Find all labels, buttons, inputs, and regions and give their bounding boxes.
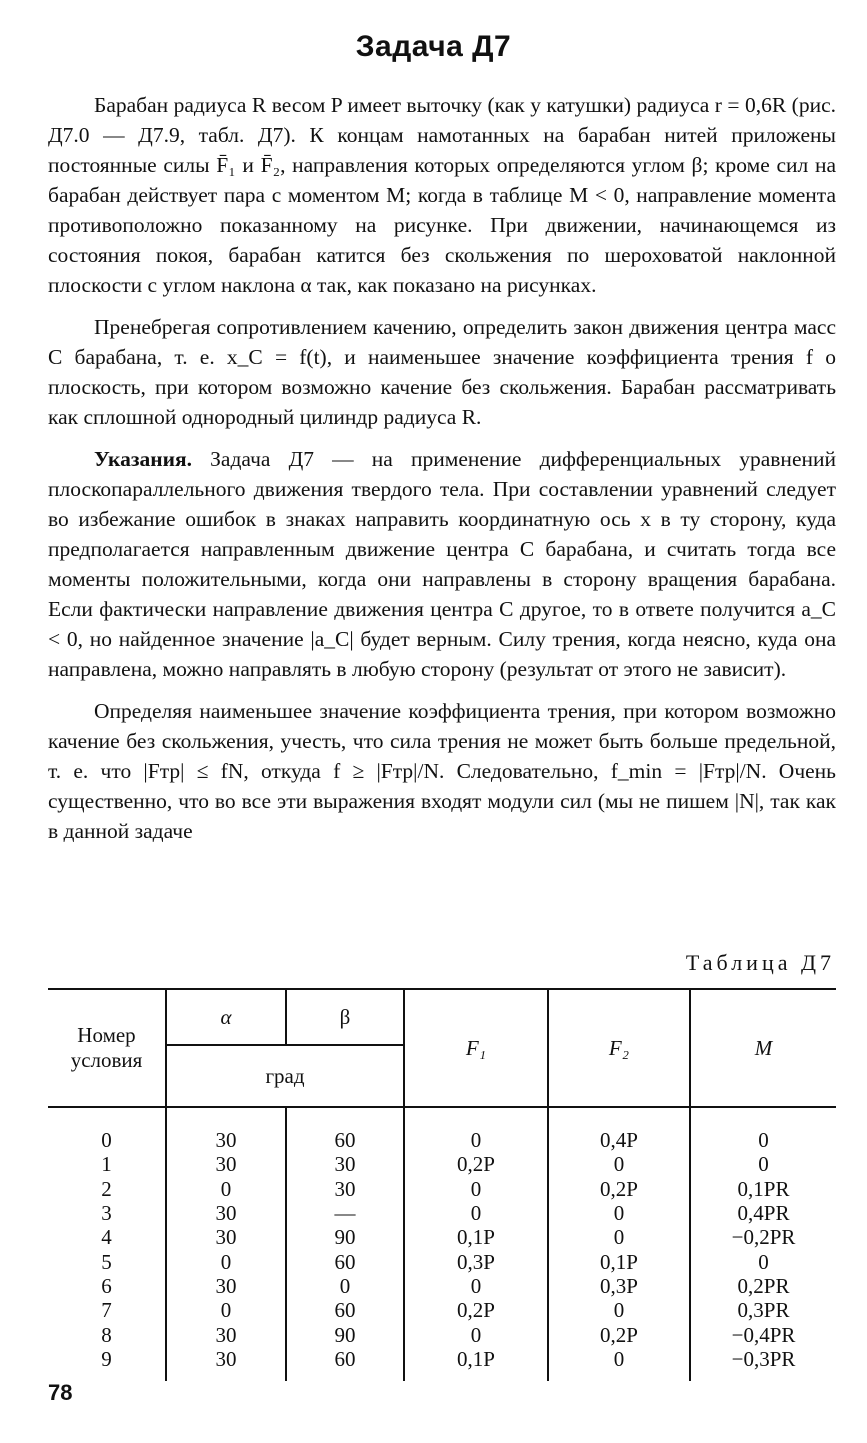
header-beta: β (286, 989, 404, 1045)
cell-f2: 0,2P (548, 1177, 690, 1201)
cell-alpha: 30 (166, 1107, 286, 1152)
cell-f1: 0,2P (404, 1152, 548, 1176)
cell-beta: 0 (286, 1274, 404, 1298)
cell-m: 0,2PR (690, 1274, 836, 1298)
cell-beta: 30 (286, 1152, 404, 1176)
cell-f1: 0,2P (404, 1298, 548, 1322)
cell-condition: 2 (101, 1176, 112, 1201)
cell-alpha: 0 (166, 1249, 286, 1273)
cell-f2: 0,2P (548, 1322, 690, 1346)
table-body (48, 1107, 836, 1381)
cell-condition: 5 (101, 1249, 112, 1274)
cell-f1: 0,1P (404, 1347, 548, 1381)
cell-f2: 0 (548, 1347, 690, 1381)
header-f1: F₁ (404, 989, 548, 1107)
cell-f1: 0 (404, 1322, 548, 1346)
cell-alpha: 30 (166, 1274, 286, 1298)
cell-alpha: 0 (166, 1298, 286, 1322)
cell-f2: 0,4P (548, 1107, 690, 1152)
cell-beta: 90 (286, 1225, 404, 1249)
table-row (48, 1274, 836, 1298)
table-row (48, 1152, 836, 1176)
hint-text: Задача Д7 — на применение дифференциальных уравнений плоскопараллельного движения твердого тела. При составлении уравнений следует во избежание ошибок в знаках направить координатную ось x в ту сторону, куда предполагается направленным движение центра C барабана, и считать тогда все моменты положительными, когда они направлены в сторону вращения барабана. Если фактически направление движения центра C другое, то в ответе получится a_C < 0, но найденное значение |a_C| будет верным. Силу трения, когда неясно, куда она направлена, можно направлять в любую сторону (результат от этого не зависит). (48, 447, 836, 681)
cell-alpha: 30 (166, 1225, 286, 1249)
cell-condition: 1 (101, 1152, 112, 1177)
cell-beta: 30 (286, 1177, 404, 1201)
parameters-table (48, 988, 836, 1381)
table-row (48, 1177, 836, 1201)
cell-m: 0 (690, 1107, 836, 1152)
header-alpha: α (166, 989, 286, 1045)
header-unit: град (166, 1045, 404, 1107)
table-row (48, 1249, 836, 1273)
cell-f2: 0,3P (548, 1274, 690, 1298)
hint-label: Указания. (94, 447, 192, 471)
page-number: 78 (48, 1380, 73, 1405)
table-row (48, 1298, 836, 1322)
cell-condition: 6 (101, 1273, 112, 1298)
header-f2: F₂ (548, 989, 690, 1107)
paragraph-3 (48, 444, 836, 684)
table-row (48, 1322, 836, 1346)
cell-f2: 0 (548, 1225, 690, 1249)
cell-m: 0,3PR (690, 1298, 836, 1322)
page-title: Задача Д7 (355, 30, 512, 63)
cell-m: −0,4PR (690, 1322, 836, 1346)
cell-condition: 3 (101, 1201, 112, 1226)
cell-beta: 60 (286, 1298, 404, 1322)
table-caption: Таблица Д7 (685, 950, 835, 975)
cell-m: 0,1PR (690, 1177, 836, 1201)
paragraph-2: Пренебрегая сопротивлением качению, определить закон движения центра масс C барабана, т. е. x_C = f(t), и наименьшее значение коэффициента трения f о плоскость, при котором возможно качение без скольжения. Барабан рассматривать как сплошной однородный цилиндр радиуса R. (48, 315, 836, 429)
cell-condition: 8 (101, 1322, 112, 1347)
cell-condition: 9 (101, 1346, 112, 1371)
cell-f1: 0,1P (404, 1225, 548, 1249)
cell-beta: — (286, 1201, 404, 1225)
cell-beta: 60 (286, 1249, 404, 1273)
cell-f2: 0 (548, 1201, 690, 1225)
cell-condition: 0 (101, 1128, 112, 1153)
table-row (48, 1201, 836, 1225)
cell-alpha: 30 (166, 1201, 286, 1225)
cell-m: −0,3PR (690, 1347, 836, 1381)
cell-alpha: 30 (166, 1152, 286, 1176)
paragraph-1: Барабан радиуса R весом P имеет выточку (как у катушки) радиуса r = 0,6R (рис. Д7.0 — Д7.9, табл. Д7). К концам намотанных на барабан нитей приложены постоянные силы F̄₁ и F̄₂, направления которых определяются углом β; кроме сил на барабан действует пара с моментом M; когда в таблице M < 0, направление момента противоположно показанному на рисунке. При движении, начинающемся из состояния покоя, барабан катится без скольжения по шероховатой наклонной плоскости с углом наклона α так, как показано на рисунках. (48, 93, 836, 297)
cell-alpha: 30 (166, 1322, 286, 1346)
cell-f1: 0 (404, 1201, 548, 1225)
cell-f1: 0 (404, 1177, 548, 1201)
cell-beta: 90 (286, 1322, 404, 1346)
paragraph-4: Определяя наименьшее значение коэффициента трения, при котором возможно качение без скольжения, учесть, что сила трения не может быть больше предельной, т. е. что |Fтр| ≤ fN, откуда f ≥ |Fтр|/N. Следовательно, f_min = |Fтр|/N. Очень существенно, что во все эти выражения входят модули сил (мы не пишем |N|, так как в данной задаче (48, 699, 836, 843)
cell-f2: 0,1P (548, 1249, 690, 1273)
cell-alpha: 0 (166, 1177, 286, 1201)
cell-m: 0 (690, 1249, 836, 1273)
header-m: M (690, 989, 836, 1107)
cell-f2: 0 (548, 1298, 690, 1322)
cell-m: 0,4PR (690, 1201, 836, 1225)
cell-condition: 4 (101, 1225, 112, 1250)
cell-f1: 0 (404, 1107, 548, 1152)
cell-m: 0 (690, 1152, 836, 1176)
cell-m: −0,2PR (690, 1225, 836, 1249)
cell-alpha: 30 (166, 1347, 286, 1381)
cell-f1: 0,3P (404, 1249, 548, 1273)
problem-text (48, 90, 836, 858)
cell-f1: 0 (404, 1274, 548, 1298)
cell-condition: 7 (101, 1298, 112, 1323)
table-row (48, 1347, 836, 1381)
table-row (48, 1107, 836, 1152)
cell-f2: 0 (548, 1152, 690, 1176)
table-row (48, 1225, 836, 1249)
header-condition: Номер условия (48, 989, 166, 1107)
cell-beta: 60 (286, 1347, 404, 1381)
cell-beta: 60 (286, 1107, 404, 1152)
